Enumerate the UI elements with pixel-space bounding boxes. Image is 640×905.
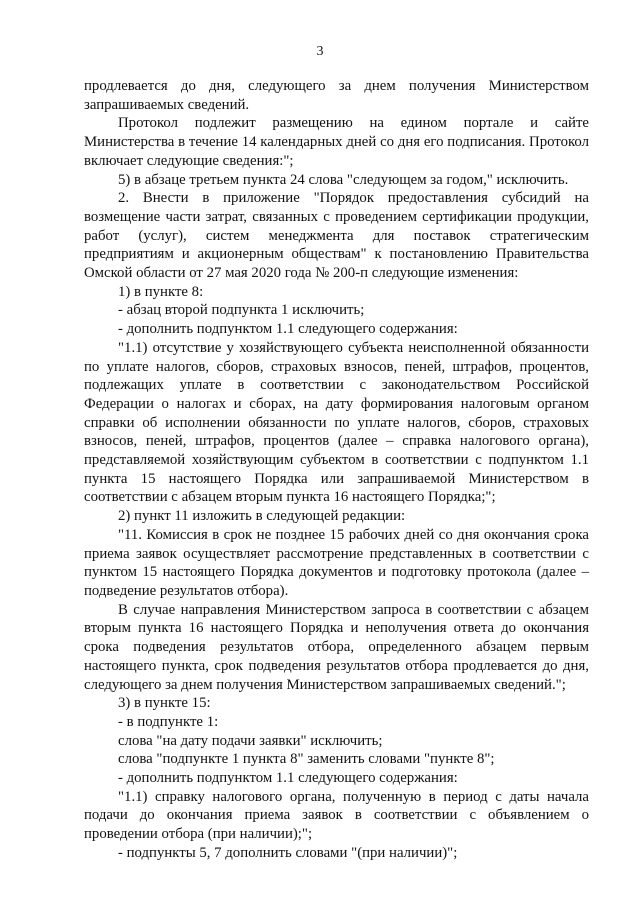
document-body xyxy=(84,77,589,863)
paragraph: "1.1) отсутствие у хозяйствующего субъекта неисполненной обязанности по уплате налогов, сборов, страховых взносов, пеней, штрафов, процентов, подлежащих уплате в соответствии с законодательством Российской Федерации о налогах и сборах, на дату формирования налоговым органом справки об исполнении обязанности по уплате налогов, сборов, страховых взносов, пеней, штрафов, процентов (далее – справка налогового органа), представляемой хозяйствующим субъектом в соответствии с подпунктом 1.1 пункта 15 настоящего Порядка или запрашиваемой Министерством в соответствии с абзацем вторым пункта 16 настоящего Порядка;"; xyxy=(84,339,589,506)
paragraph: слова "на дату подачи заявки" исключить; xyxy=(118,732,383,749)
paragraph: "1.1) справку налогового органа, полученную в период с даты начала подачи до окончания приема заявок в соответствии с объявлением о проведении отбора (при наличии);"; xyxy=(84,788,589,843)
paragraph: - подпункты 5, 7 дополнить словами "(при наличии)"; xyxy=(118,844,458,861)
page-number: 3 xyxy=(316,44,324,59)
paragraph: 3) в пункте 15: xyxy=(118,695,211,712)
paragraph: - абзац второй подпункта 1 исключить; xyxy=(118,302,365,319)
paragraph: - дополнить подпунктом 1.1 следующего содержания: xyxy=(118,321,458,338)
paragraph: 5) в абзаце третьем пункта 24 слова "следующем за годом," исключить. xyxy=(118,171,569,188)
paragraph: продлевается до дня, следующего за днем получения Министерством запрашиваемых сведений. xyxy=(84,78,589,113)
paragraph: Протокол подлежит размещению на едином портале и сайте Министерства в течение 14 календарных дней со дня его подписания. Протокол включает следующие сведения:"; xyxy=(84,115,589,169)
paragraph: 2. Внести в приложение "Порядок предоставления субсидий на возмещение части затрат, связанных с проведением сертификации продукции, работ (услуг), систем менеджмента для поставок стратегическим предприятиям и акционерным обществам" к постановлению Правительства Омской области от 27 мая 2020 года № 200-п следующие изменения: xyxy=(84,190,589,282)
paragraph: слова "подпункте 1 пункта 8" заменить словами "пункте 8"; xyxy=(118,751,495,768)
paragraph: 2) пункт 11 изложить в следующей редакции: xyxy=(118,508,406,525)
paragraph: "11. Комиссия в срок не позднее 15 рабочих дней со дня окончания срока приема заявок осуществляет рассмотрение представленных в соответствии с пунктом 15 настоящего Порядка документов и подготовку протокола (далее – подведение результатов отбора). xyxy=(84,526,589,599)
paragraph: - дополнить подпунктом 1.1 следующего содержания: xyxy=(118,770,458,787)
paragraph: - в подпункте 1: xyxy=(118,713,219,730)
paragraph: В случае направления Министерством запроса в соответствии с абзацем вторым пункта 16 настоящего Порядка и неполучения ответа до окончания срока подведения результатов отбора, определенного абзацем первым настоящего пункта, срок подведения результатов отбора продлевается до дня, следующего за днем получения Министерством запрашиваемых сведений."; xyxy=(84,601,589,693)
paragraph: 1) в пункте 8: xyxy=(118,283,204,300)
